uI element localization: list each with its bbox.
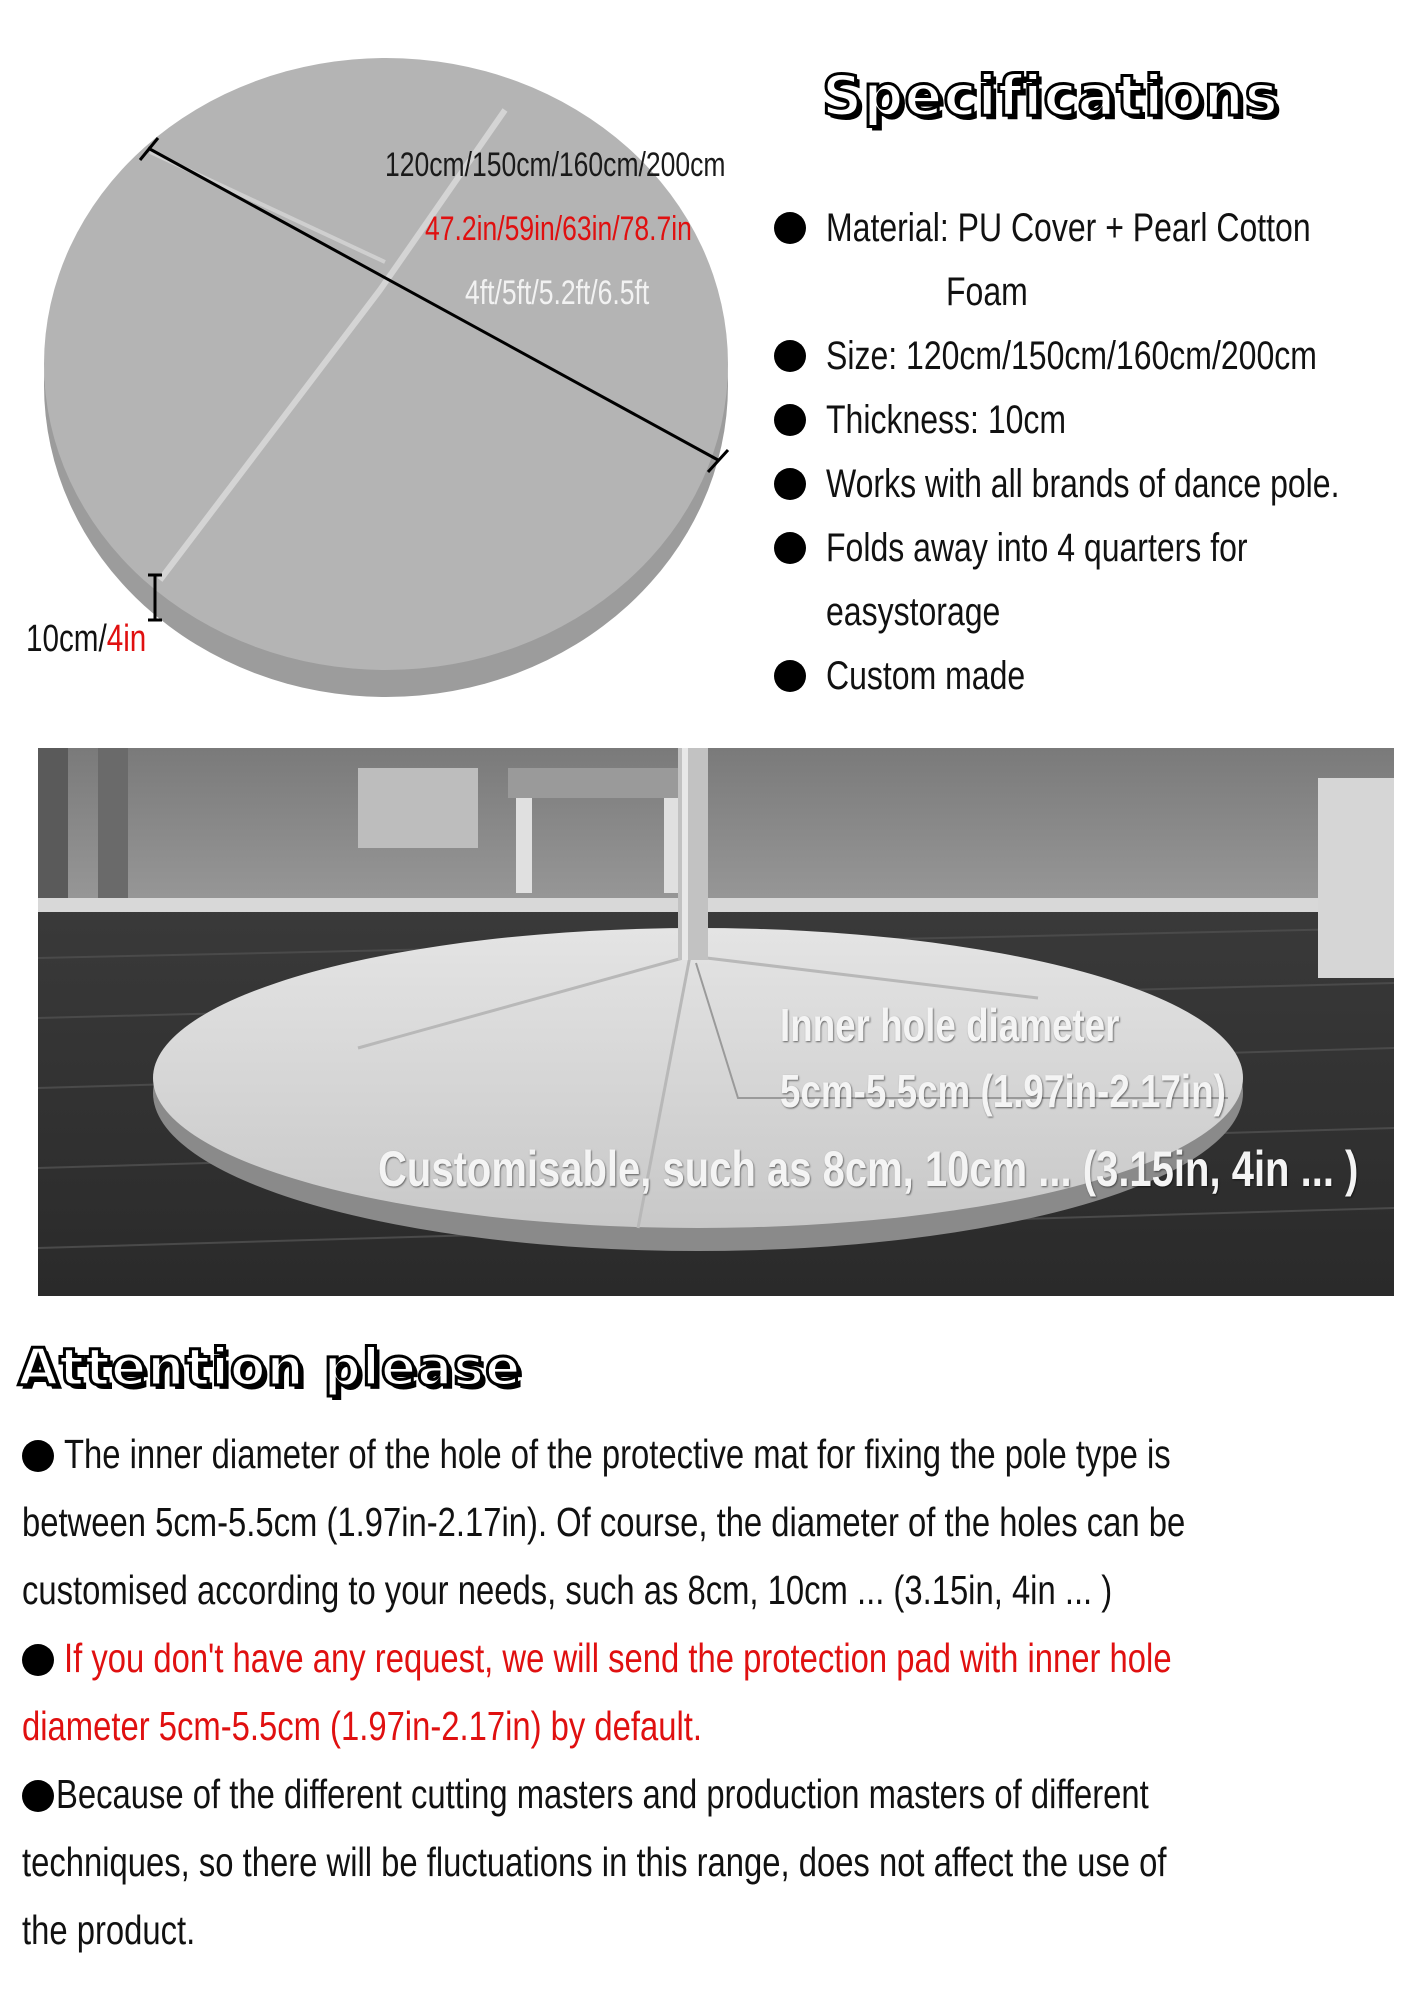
specifications-title: Specifications [822, 64, 1279, 129]
bullet-icon [22, 1780, 54, 1812]
p3-line3: the product. [22, 1907, 196, 1953]
spec-list [770, 196, 1420, 708]
bullet-icon [774, 212, 806, 244]
bullet-icon [22, 1440, 54, 1472]
p3-line2: techniques, so there will be fluctuations in this range, does not affect the use of [22, 1839, 1167, 1885]
p3-line1: Because of the different cutting masters and production masters of different [56, 1771, 1149, 1817]
size-in-label: 47.2in/59in/63in/78.7in [425, 210, 692, 248]
spec-folding-cont: easystorage [826, 590, 1001, 634]
spec-item [770, 324, 1420, 388]
attention-title: Attention please [18, 1338, 522, 1398]
spec-size: Size: 120cm/150cm/160cm/200cm [826, 334, 1317, 378]
size-cm-label: 120cm/150cm/160cm/200cm [385, 146, 726, 184]
wall [38, 748, 1394, 918]
thickness-cm: 10cm/ [26, 618, 107, 660]
folded-mat-drawing [0, 0, 760, 700]
spec-item [770, 452, 1420, 516]
p2-line1: If you don't have any request, we will send the protection pad with inner hole [64, 1635, 1172, 1681]
attention-paragraph-3 [22, 1760, 1412, 1964]
spec-item [770, 516, 1420, 644]
spec-material: Material: PU Cover + Pearl Cotton [826, 206, 1311, 250]
spec-item [770, 644, 1420, 708]
bench [508, 768, 688, 798]
p2-line2: diameter 5cm-5.5cm (1.97in-2.17in) by default. [22, 1703, 703, 1749]
spec-folding: Folds away into 4 quarters for [826, 526, 1248, 570]
attention-paragraph-2 [22, 1624, 1412, 1760]
bullet-icon [22, 1644, 54, 1676]
spec-thickness: Thickness: 10cm [826, 398, 1067, 442]
spec-item [770, 388, 1420, 452]
thickness-in: 4in [106, 618, 147, 660]
room-photo-drawing [38, 748, 1394, 1296]
thickness-label [26, 618, 146, 661]
bullet-icon [774, 660, 806, 692]
hole-diameter-size: 5cm-5.5cm (1.97in-2.17in) [780, 1065, 1226, 1117]
p1-line3: customised according to your needs, such as 8cm, 10cm ... (3.15in, 4in ... ) [22, 1567, 1113, 1613]
bullet-icon [774, 404, 806, 436]
spec-custom: Custom made [826, 654, 1026, 698]
attention-body [22, 1420, 1412, 1964]
size-ft-label: 4ft/5ft/5.2ft/6.5ft [465, 274, 650, 312]
bullet-icon [774, 532, 806, 564]
spec-compatibility: Works with all brands of dance pole. [826, 462, 1340, 506]
p1-line2: between 5cm-5.5cm (1.97in-2.17in). Of course, the diameter of the holes can be [22, 1499, 1186, 1545]
attention-paragraph-1 [22, 1420, 1412, 1624]
hole-custom-note: Customisable, such as 8cm, 10cm ... (3.15in, 4in ... ) [378, 1141, 1359, 1197]
room-photo [38, 748, 1394, 1296]
p1-line1: The inner diameter of the hole of the protective mat for fixing the pole type is [64, 1431, 1171, 1477]
bullet-icon [774, 340, 806, 372]
spec-item [770, 196, 1420, 324]
mat-illustration [0, 0, 760, 700]
spec-material-cont: Foam [946, 270, 1028, 314]
hole-diameter-title: Inner hole diameter [780, 999, 1120, 1051]
bullet-icon [774, 468, 806, 500]
